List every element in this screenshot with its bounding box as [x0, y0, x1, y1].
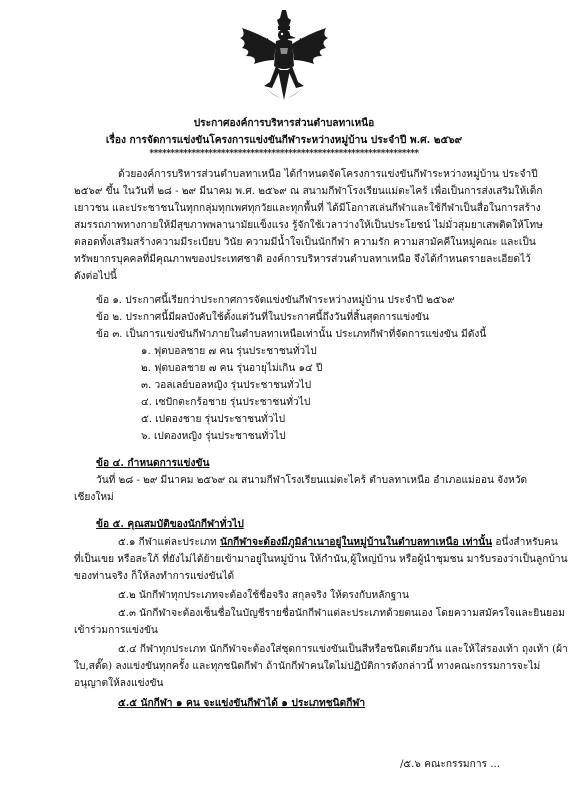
list-item: ๕. เปตองชาย รุ่นประชาชนทั่วไป	[141, 414, 286, 425]
clause-5-1-line: ของท่านจริง ก็ให้ลงทำการแข่งขันได้	[74, 571, 235, 582]
section-4-line: เชียงใหม่	[74, 492, 114, 503]
intro-line: เยาวชน และประชาชนในทุกกลุ่มทุกเพศทุกวัยและทุกพื้นที่ ได้มีโอกาสเล่นกีฬาและใช้กีฬาเป็นสื่อในการสร้าง	[74, 203, 541, 214]
clause-text: กีฬาแต่ละประเภท	[138, 537, 217, 548]
garuda-emblem	[236, 8, 332, 108]
clause-5-1-line: ที่เป็นเขย หรือสะใภ้ ที่ยังไม่ได้ย้ายเข้ามาอยู่ในหมู่บ้าน ให้กำนัน,ผู้ใหญ่บ้าน หรือผู้นำชุมชน มารับรองว่าเป็นลูกบ้าน	[74, 554, 568, 565]
clause-5-3-line: เข้าร่วมการแข่งขัน	[74, 625, 158, 636]
clause-5-1	[118, 536, 558, 549]
clause-2: ข้อ ๒. ประกาศนี้มีผลบังคับใช้ตั้งแต่วันที่ในประกาศนี้ถึงวันที่สิ้นสุดการแข่งขัน	[96, 312, 429, 323]
continuation-note: /๕.๖ คณะกรรมการ ...	[400, 759, 500, 770]
announcement-title: ประกาศองค์การบริหารส่วนตำบลทาเหนือ	[193, 117, 375, 129]
list-item: ๔. เซปักตะกร้อชาย รุ่นประชาชนทั่วไป	[141, 397, 311, 408]
section-4-line: วันที่ ๒๘ - ๒๙ มีนาคม ๒๕๖๙ ณ สนามกีฬาโรงเรียนแม่ตะไคร้ ตำบลทาเหนือ อำเภอแม่ออน จังหวัด	[96, 475, 528, 486]
clause-5-5: ๕.๕ นักกีฬา ๑ คน จะแข่งขันกีฬาได้ ๑ ประเภทชนิดกีฬา	[118, 697, 366, 709]
intro-line: ดังต่อไปนี้	[74, 271, 117, 282]
subject-line: เรื่อง การจัดการแข่งขันโครงการแข่งขันกีฬาระหว่างหมู่บ้าน ประจำปี พ.ศ. ๒๕๖๙	[105, 134, 463, 146]
clause-1: ข้อ ๑. ประกาศนี้เรียกว่าประกาศการจัดแข่งขันกีฬาระหว่างหมู่บ้าน ประจำปี ๒๕๖๙	[96, 295, 455, 306]
clause-number: ๕.๑	[118, 537, 136, 548]
section-4-heading: ข้อ ๔. กำหนดการแข่งขัน	[96, 457, 210, 469]
clause-5-4: ๕.๔ กีฬาทุกประเภท นักกีฬาจะต้องใส่ชุดการแข่งขันเป็นสีหรือชนิดเดียวกัน และให้ใส่รองเท้า ถุงเท้า (ผ้า	[118, 644, 568, 655]
clause-3: ข้อ ๓. เป็นการแข่งขันกีฬาภายในตำบลทาเหนือเท่านั้น ประเภทกีฬาที่จัดการแข่งขัน มีดังนี้	[96, 329, 487, 340]
intro-line: สมรรถภาพทางกายให้มีสุขภาพพลานามัยแข็งแรง รู้จักใช้เวลาว่างให้เป็นประโยชน์ ไม่มั่วสุมยาเสพติดให้โทษ	[74, 220, 543, 231]
clause-emphasis: นักกีฬาจะต้องมีภูมิลำเนาอยู่ในหมู่บ้านในตำบลทาเหนือ เท่านั้น	[220, 536, 493, 548]
clause-5-3: ๕.๓ นักกีฬาจะต้องเซ็นชื่อในบัญชีรายชื่อนักกีฬาแต่ละประเภทด้วยตนเอง โดยความสมัครใจและยินยอม	[118, 608, 565, 619]
separator-stars: ****************************************************************	[149, 149, 419, 159]
clause-5-4-line: ใบ,สตั๊ด) ลงแข่งขันทุกครั้ง และทุกชนิดกีฬา ถ้านักกีฬาคนใดไม่ปฏิบัติการดังกล่าวนี้ ทางคณะกรรมการจะไม่	[74, 661, 541, 672]
list-item: ๖. เปตองหญิง รุ่นประชาชนทั่วไป	[141, 431, 286, 442]
intro-line: ด้วยองค์การบริหารส่วนตำบลทาเหนือ ได้กำหนดจัดโครงการแข่งขันกีฬาระหว่างหมู่บ้าน ประจำปี	[118, 169, 538, 180]
section-5-heading: ข้อ ๕. คุณสมบัติของนักกีฬาทั่วไป	[96, 518, 244, 530]
intro-line: ทรัพยากรบุคคลที่มีคุณภาพของประเทศชาติ องค์การบริหารส่วนตำบลทาเหนือ จึงได้กำหนดรายละเอียดไว้	[74, 254, 531, 265]
intro-line: ตลอดทั้งเสริมสร้างความมีระเบียบ วินัย ความมีน้ำใจเป็นนักกีฬา ความรัก ความสามัคคีในหมู่คณะ และเป็น	[74, 237, 536, 248]
clause-5-2: ๕.๒ นักกีฬาทุกประเภทจะต้องใช้ชื่อจริง สกุลจริง ให้ตรงกับหลักฐาน	[118, 590, 409, 601]
clause-5-4-line: อนุญาตให้ลงแข่งขัน	[74, 678, 164, 689]
list-item: ๒. ฟุตบอลชาย ๗ คน รุ่นอายุไม่เกิน ๑๔ ปี	[141, 363, 323, 374]
clause-text: อนึ่งสำหรับคน	[492, 537, 558, 548]
intro-line: ๒๕๖๙ ขึ้น ในวันที่ ๒๘ - ๒๙ มีนาคม พ.ศ. ๒๕๖๙ ณ สนามกีฬาโรงเรียนแม่ตะไคร้ เพื่อเป็นการส่งเสริมให้เด็ก	[74, 186, 543, 197]
list-item: ๓. วอลเลย์บอลหญิง รุ่นประชาชนทั่วไป	[141, 380, 312, 391]
list-item: ๑. ฟุตบอลชาย ๗ คน รุ่นประชาชนทั่วไป	[141, 346, 317, 357]
